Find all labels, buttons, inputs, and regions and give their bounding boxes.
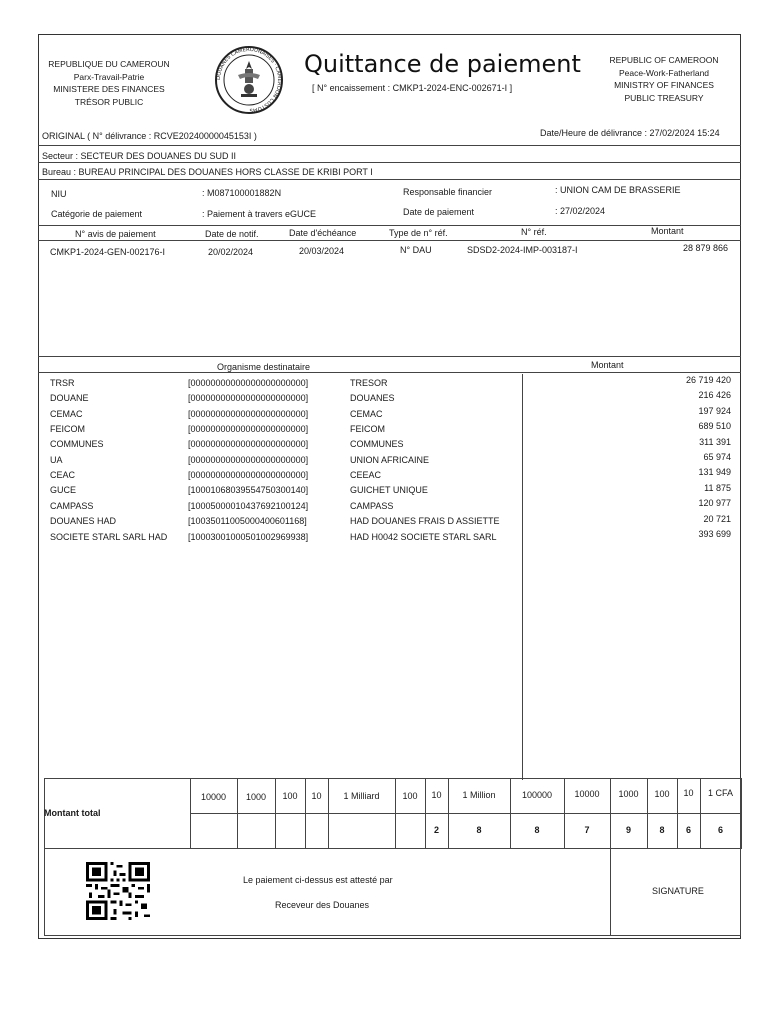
account-number: [00000000000000000000000] <box>188 424 309 435</box>
unit-label: 10 <box>431 790 442 801</box>
delivery-number: ORIGINAL ( N° délivrance : RCVE20240000045153I ) <box>42 131 257 141</box>
recipient-code: GUCE <box>50 485 77 496</box>
col-header: Montant <box>651 226 684 236</box>
unit-label: 10 <box>311 791 322 802</box>
issuer-line: MINISTERE DES FINANCES <box>53 84 165 94</box>
account-number: [10001068039554750300140] <box>188 485 309 496</box>
issuer-block-fr <box>40 58 178 108</box>
recipient-amount: 311 391 <box>699 436 731 447</box>
column-divider <box>522 374 523 780</box>
recipient-code: DOUANES HAD <box>50 516 117 527</box>
divider <box>38 240 741 241</box>
digit-cell: 7 <box>584 825 590 835</box>
unit-label: 100 <box>654 788 670 799</box>
payment-category-label: Catégorie de paiement <box>51 209 143 219</box>
page-title: Quittance de paiement <box>304 50 581 78</box>
recipient-amount: 65 974 <box>703 452 731 462</box>
reference-type: N° DAU <box>400 245 432 255</box>
amount-header: Montant <box>591 360 624 370</box>
account-number: [00000000000000000000000] <box>188 408 309 419</box>
digit-cell: 6 <box>685 825 691 835</box>
recipient-name: CEMAC <box>350 408 383 419</box>
col-header: Date de notif. <box>205 229 259 239</box>
issuer-line: Peace-Work-Fatherland <box>618 67 710 78</box>
digit-cell: 8 <box>659 825 665 835</box>
issuer-line: MINISTRY OF FINANCES <box>614 80 714 90</box>
recipient-code: FEICOM <box>50 424 85 435</box>
col-header: Date d'échéance <box>289 228 357 238</box>
recipient-code: SOCIETE STARL SARL HAD <box>50 531 168 542</box>
divider <box>38 356 741 357</box>
divider <box>38 145 741 146</box>
col-header: Type de n° réf. <box>389 228 448 238</box>
unit-label: 100 <box>402 790 418 801</box>
sector-line: Secteur : SECTEUR DES DOUANES DU SUD II <box>42 151 237 161</box>
recipient-amount: 216 426 <box>698 390 731 401</box>
digit-cell: 8 <box>534 825 540 835</box>
recipient-amount: 689 510 <box>698 421 731 432</box>
unit-label: 100000 <box>521 789 553 800</box>
issuer-line: PUBLIC TREASURY <box>624 92 704 103</box>
issuer-block-en <box>596 54 732 104</box>
reference-number: SDSD2-2024-IMP-003187-I <box>467 245 578 255</box>
recipient-code: CEAC <box>50 470 76 481</box>
divider <box>38 179 741 180</box>
receipt-number: [ N° encaissement : CMKP1-2024-ENC-002671-I ] <box>312 83 513 93</box>
digit-cell: 9 <box>625 825 631 835</box>
payment-date-label: Date de paiement <box>403 207 475 217</box>
recipient-amount: 20 721 <box>703 513 731 524</box>
divider <box>38 162 741 163</box>
recipient-amount: 11 875 <box>704 482 731 493</box>
digit-cell: 8 <box>476 825 482 835</box>
account-number: [00000000000000000000000] <box>188 393 309 404</box>
divider <box>38 372 741 373</box>
attestation-text: Le paiement ci-dessus est attesté par <box>243 875 393 885</box>
account-number: [00000000000000000000000] <box>188 378 309 388</box>
customs-seal-logo <box>214 45 284 115</box>
total-label: Montant total <box>44 808 101 818</box>
due-date: 20/03/2024 <box>299 246 345 256</box>
unit-label: 1 CFA <box>707 788 733 799</box>
recipient-org-header: Organisme destinataire <box>217 362 311 372</box>
recipient-name: HAD DOUANES FRAIS D ASSIETTE <box>350 516 500 527</box>
account-number: [00000000000000000000000] <box>188 470 309 481</box>
delivery-datetime: Date/Heure de délivrance : 27/02/2024 15:24 <box>540 128 720 138</box>
col-header: N° avis de paiement <box>75 229 156 239</box>
financial-manager-label: Responsable financier <box>403 187 493 197</box>
account-number: [00000000000000000000000] <box>188 439 309 450</box>
recipient-amount: 26 719 420 <box>685 375 731 385</box>
digit-cell: 6 <box>717 825 723 835</box>
recipient-name: UNION AFRICAINE <box>350 454 430 465</box>
col-header: N° réf. <box>521 227 547 237</box>
recipient-name: CAMPASS <box>350 500 394 511</box>
payment-category-value: : Paiement à travers eGUCE <box>202 209 317 219</box>
recipient-name: GUICHET UNIQUE <box>350 485 428 496</box>
grid-line <box>741 778 742 849</box>
seal-text: DOUANES CAMEROUNAISES · CAMEROON CUSTOMS <box>215 46 283 114</box>
digit-cell: 2 <box>433 825 439 835</box>
divider <box>38 225 741 226</box>
issuer-line: Parx-Travail-Patrie <box>73 71 145 82</box>
notice-number: CMKP1-2024-GEN-002176-I <box>50 247 166 257</box>
niu-label: NIU <box>51 189 67 199</box>
recipient-amount: 131 949 <box>698 467 731 478</box>
receiver-title: Receveur des Douanes <box>275 900 370 910</box>
column-divider <box>610 849 611 936</box>
unit-label: 100 <box>282 791 298 802</box>
unit-label: 10000 <box>574 789 600 800</box>
unit-label: 1 Million <box>462 789 496 800</box>
recipient-amount: 120 977 <box>698 498 731 509</box>
issuer-line: REPUBLIC OF CAMEROON <box>609 55 719 65</box>
recipient-code: UA <box>50 454 63 465</box>
unit-label: 1000 <box>245 791 267 802</box>
notification-date: 20/02/2024 <box>208 247 254 257</box>
recipient-name: HAD H0042 SOCIETE STARL SARL <box>350 531 497 542</box>
unit-label: 10 <box>683 788 694 799</box>
recipient-code: CEMAC <box>50 408 83 419</box>
financial-manager-value: : UNION CAM DE BRASSERIE <box>555 185 681 195</box>
recipient-code: CAMPASS <box>50 500 94 511</box>
issuer-line: TRÉSOR PUBLIC <box>74 96 144 107</box>
recipient-code: COMMUNES <box>50 439 104 450</box>
unit-label: 10000 <box>200 792 227 802</box>
unit-label: 1000 <box>618 789 639 799</box>
qr-code <box>86 862 150 920</box>
account-number: [10005000010437692100124] <box>188 500 309 511</box>
payment-date-value: : 27/02/2024 <box>555 206 606 216</box>
unit-label: 1 Milliard <box>343 790 380 801</box>
issuer-line: REPUBLIQUE DU CAMEROUN <box>48 59 170 69</box>
recipient-code: DOUANE <box>50 393 89 404</box>
notice-amount: 28 879 866 <box>682 243 728 253</box>
niu-value: : M087100001882N <box>202 188 282 198</box>
recipient-code: TRSR <box>50 378 75 388</box>
recipient-amount: 393 699 <box>698 529 731 539</box>
recipient-name: COMMUNES <box>350 439 404 450</box>
recipient-name: TRESOR <box>350 378 388 388</box>
recipient-name: FEICOM <box>350 424 385 435</box>
recipient-name: CEEAC <box>350 470 382 481</box>
account-number: [10003001000501002969938] <box>188 531 309 542</box>
recipient-amount: 197 924 <box>698 405 731 416</box>
recipient-name: DOUANES <box>350 393 395 404</box>
bureau-line: Bureau : BUREAU PRINCIPAL DES DOUANES HORS CLASSE DE KRIBI PORT I <box>42 167 373 177</box>
signature-label: SIGNATURE <box>652 886 704 896</box>
account-number: [00000000000000000000000] <box>188 454 309 465</box>
grid-line <box>190 813 741 814</box>
account-number: [10035011005000400601168] <box>188 516 307 527</box>
